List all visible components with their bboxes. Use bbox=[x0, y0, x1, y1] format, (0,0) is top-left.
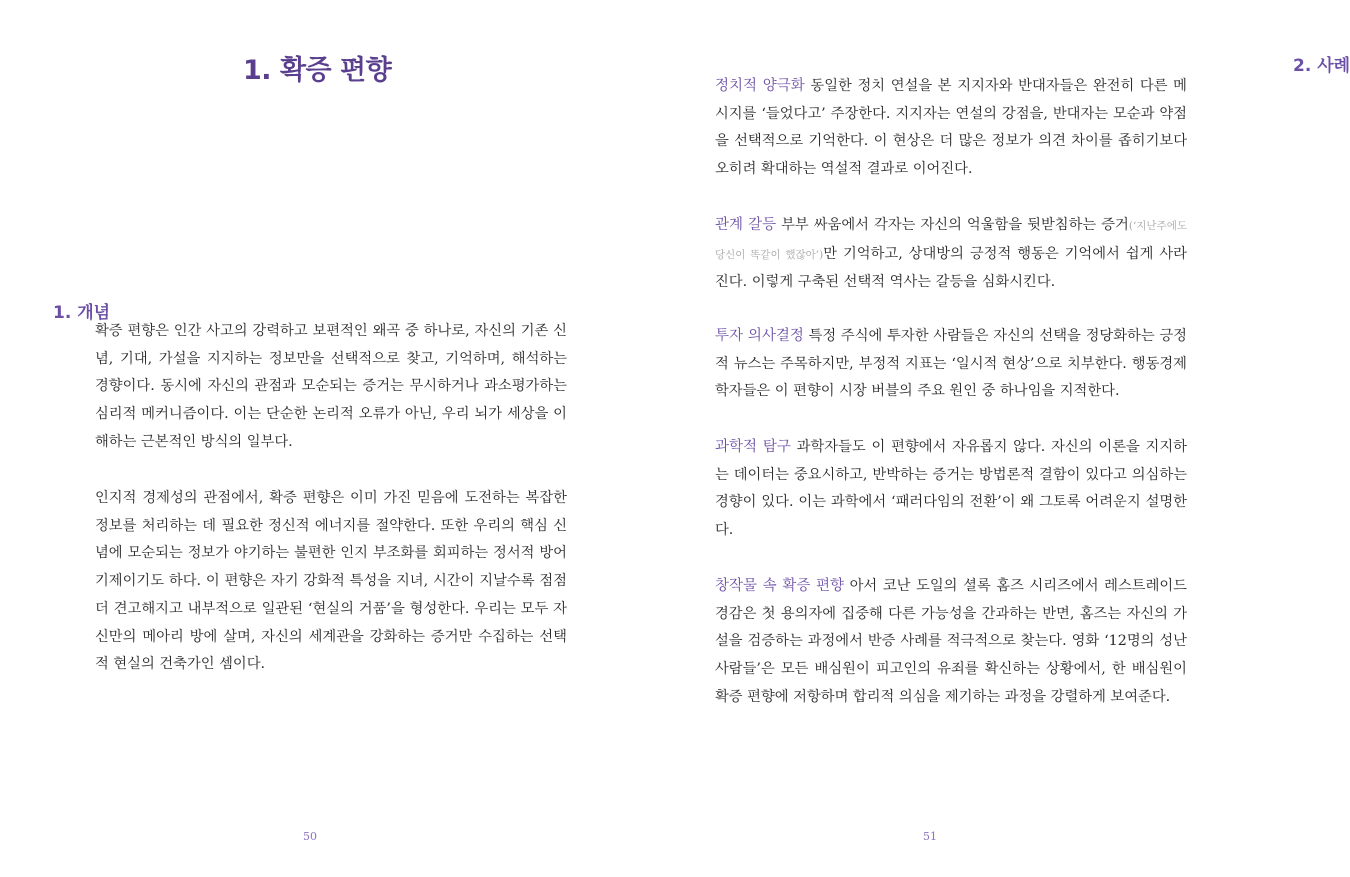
case-aside-quote: (‘지난주에도 당신이 똑같이 했잖아’) bbox=[715, 220, 1187, 261]
cases-heading: 2. 사례 bbox=[1293, 56, 1350, 76]
concept-heading: 1. 개념 bbox=[53, 303, 111, 323]
left-page bbox=[0, 0, 620, 877]
case-relationship-conflict bbox=[715, 212, 1187, 297]
case-term: 투자 의사결정 bbox=[715, 328, 804, 344]
chapter-title: 1. 확증 편향 bbox=[243, 55, 392, 86]
case-political-polarization bbox=[715, 73, 1187, 184]
right-page bbox=[620, 0, 1350, 877]
case-term: 과학적 탐구 bbox=[715, 439, 791, 455]
case-text: 특정 주식에 투자한 사람들은 자신의 선택을 정당화하는 긍정적 뉴스는 주목하지만, 부정적 지표는 ‘일시적 현상’으로 치부한다. 행동경제학자들은 이 편향이 시장 버블의 주요 원인 중 하나임을 지적한다. bbox=[715, 328, 1187, 400]
case-text: 아서 코난 도일의 셜록 홈즈 시리즈에서 레스트레이드 경감은 첫 용의자에 집중해 다른 가능성을 간과하는 반면, 홈즈는 자신의 가설을 검증하는 과정에서 반증 사례를 적극적으로 찾는다. 영화 ‘12명의 성난 사람들’은 모든 배심원이 피고인의 유죄를 확신하는 상황에서, 한 배심원이 확증 편향에 저항하며 합리적 의심을 제기하는 과정을 강렬하게 보여준다. bbox=[715, 578, 1187, 705]
case-term: 정치적 양극화 bbox=[715, 78, 805, 94]
case-term: 창작물 속 확증 편향 bbox=[715, 578, 845, 594]
case-text: 동일한 정치 연설을 본 지지자와 반대자들은 완전히 다른 메시지를 ‘들었다고’ 주장한다. 지지자는 연설의 강점을, 반대자는 모순과 약점을 선택적으로 기억한다. 이 현상은 더 많은 정보가 의견 차이를 좁히기보다 오히려 확대하는 역설적 결과로 이어진다. bbox=[715, 78, 1187, 178]
case-text: 과학자들도 이 편향에서 자유롭지 않다. 자신의 이론을 지지하는 데이터는 중요시하고, 반박하는 증거는 방법론적 결함이 있다고 의심하는 경향이 있다. 이는 과학에서 ‘패러다임의 전환’이 왜 그토록 어려운지 설명한다. bbox=[715, 439, 1187, 539]
concept-paragraph-1: 확증 편향은 인간 사고의 강력하고 보편적인 왜곡 중 하나로, 자신의 기존 신념, 기대, 가설을 지지하는 정보만을 선택적으로 찾고, 기억하며, 해석하는 경향이다. 동시에 자신의 관점과 모순되는 증거는 무시하거나 과소평가하는 심리적 메커니즘이다. 이는 단순한 논리적 오류가 아닌, 우리 뇌가 세상을 이해하는 근본적인 방식의 일부다. bbox=[95, 323, 567, 450]
page-number: 50 bbox=[303, 830, 317, 843]
case-fiction bbox=[715, 573, 1187, 712]
case-term: 관계 갈등 bbox=[715, 217, 777, 233]
case-investment-decision bbox=[715, 323, 1187, 406]
page-number: 51 bbox=[923, 830, 937, 843]
case-text: 만 기억하고, 상대방의 긍정적 행동은 기억에서 쉽게 사라진다. 이렇게 구축된 선택적 역사는 갈등을 심화시킨다. bbox=[715, 245, 1187, 291]
case-scientific-inquiry bbox=[715, 434, 1187, 545]
concept-paragraph-2: 인지적 경제성의 관점에서, 확증 편향은 이미 가진 믿음에 도전하는 복잡한 정보를 처리하는 데 필요한 정신적 에너지를 절약한다. 또한 우리의 핵심 신념에 모순되는 정보가 야기하는 불편한 인지 부조화를 회피하는 정서적 방어 기제이기도 하다. 이 편향은 자기 강화적 특성을 지녀, 시간이 지날수록 점점 더 견고해지고 내부적으로 일관된 ‘현실의 거품’을 형성한다. 우리는 모두 자신만의 메아리 방에 살며, 자신의 세계관을 강화하는 증거만 수집하는 선택적 현실의 건축가인 셈이다. bbox=[95, 490, 567, 673]
case-text: 부부 싸움에서 각자는 자신의 억울함을 뒷받침하는 증거 bbox=[776, 217, 1129, 233]
